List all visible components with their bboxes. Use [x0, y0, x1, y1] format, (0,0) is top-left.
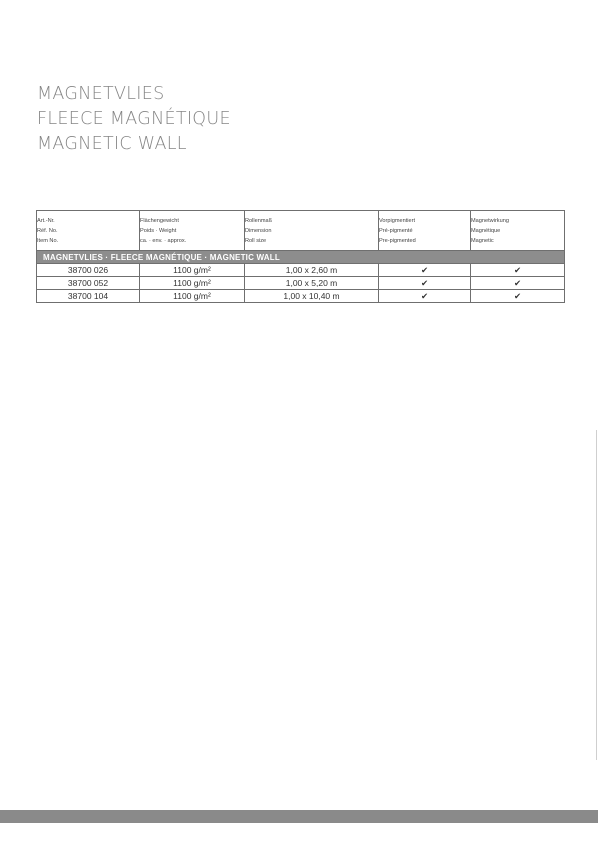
header-pre-pigmented [379, 211, 471, 251]
check-icon: ✔ [471, 264, 565, 277]
header-label: Pre-pigmented [379, 237, 416, 244]
header-weight [140, 211, 245, 251]
cell-item-number: 38700 052 [37, 277, 140, 290]
cell-weight: 1100 g/m² [140, 264, 245, 277]
check-icon: ✔ [471, 290, 565, 303]
header-roll-size [245, 211, 379, 251]
table-row [37, 277, 565, 290]
page-edge-divider [596, 430, 597, 760]
header-label: Flächengewicht [140, 217, 179, 224]
header-label: Magnetic [471, 237, 494, 244]
title-english: MAGNETIC WALL [37, 134, 187, 154]
header-label: Rollenmaß [245, 217, 273, 224]
header-label: Réf. No. [37, 227, 58, 234]
cell-roll-size: 1,00 x 5,20 m [245, 277, 379, 290]
product-spec-table [36, 210, 565, 303]
header-label: Item No. [37, 237, 59, 244]
cell-item-number: 38700 026 [37, 264, 140, 277]
cell-item-number: 38700 104 [37, 290, 140, 303]
header-magnetic [471, 211, 565, 251]
header-label: Vorpigmentiert [379, 217, 416, 224]
cell-roll-size: 1,00 x 10,40 m [245, 290, 379, 303]
header-label: Magnetwirkung [471, 217, 509, 224]
check-icon: ✔ [379, 290, 471, 303]
cell-weight: 1100 g/m² [140, 277, 245, 290]
header-label: Dimension [245, 227, 272, 234]
cell-weight: 1100 g/m² [140, 290, 245, 303]
table-header-row [37, 211, 565, 251]
title-german: MAGNETVLIES [37, 84, 165, 104]
section-row [37, 251, 565, 264]
header-label: Pré-pigmenté [379, 227, 413, 234]
footer-bar [0, 810, 598, 823]
header-label: Magnétique [471, 227, 501, 234]
check-icon: ✔ [379, 264, 471, 277]
header-label: Poids · Weight [140, 227, 177, 234]
title-french: FLEECE MAGNÉTIQUE [37, 109, 231, 129]
header-item-number [37, 211, 140, 251]
section-label: MAGNETVLIES · FLEECE MAGNÉTIQUE · MAGNETIC WALL [37, 251, 565, 264]
check-icon: ✔ [471, 277, 565, 290]
header-label: Art.-Nr. [37, 217, 55, 224]
header-label: ca. · env. · approx. [140, 237, 187, 244]
cell-roll-size: 1,00 x 2,60 m [245, 264, 379, 277]
header-label: Roll size [245, 237, 267, 244]
table-row [37, 264, 565, 277]
table-row [37, 290, 565, 303]
check-icon: ✔ [379, 277, 471, 290]
page-title [37, 82, 231, 157]
